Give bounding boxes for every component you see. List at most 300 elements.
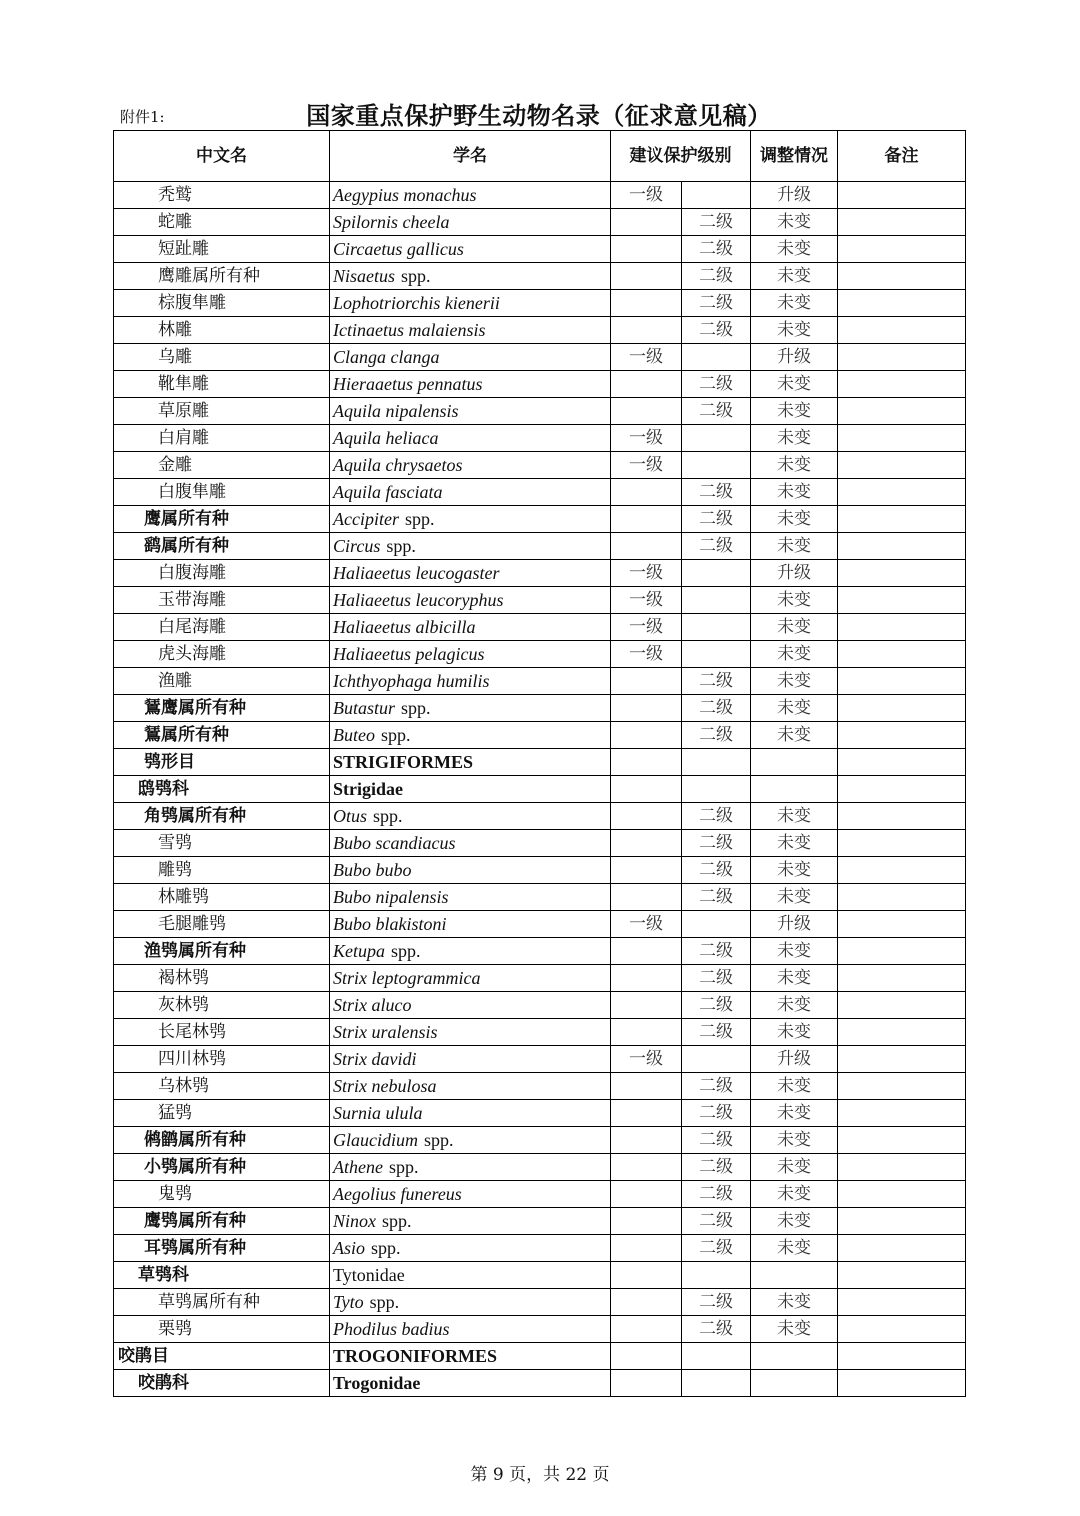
cell-cn-name: 鹰属所有种: [114, 506, 330, 533]
cell-sci-name: [330, 479, 611, 506]
cell-remark: [838, 992, 966, 1019]
col-header-adjust: 调整情况: [751, 131, 838, 182]
table-row: [114, 209, 966, 236]
table-row: [114, 398, 966, 425]
cell-sci-name: [330, 1235, 611, 1262]
cell-level-2: [682, 560, 751, 587]
table-row: [114, 749, 966, 776]
cell-sci-name: [330, 182, 611, 209]
cell-level-1: [611, 857, 682, 884]
cell-level-1: [611, 776, 682, 803]
sci-name-text: Aegolius funereus: [333, 1184, 462, 1204]
cell-level-1: [611, 1235, 682, 1262]
cell-remark: [838, 290, 966, 317]
cell-level-2: [682, 344, 751, 371]
sci-name-text: Bubo blakistoni: [333, 914, 447, 934]
cell-level-1: 一级: [611, 614, 682, 641]
cell-adjust: 未变: [751, 506, 838, 533]
cell-remark: [838, 1289, 966, 1316]
spp-suffix: spp.: [382, 1211, 412, 1231]
cell-level-2: 二级: [682, 290, 751, 317]
sci-name-text: Ketupa: [333, 941, 385, 961]
cell-adjust: 未变: [751, 317, 838, 344]
cell-sci-name: [330, 263, 611, 290]
cell-cn-name: 栗鸮: [114, 1316, 330, 1343]
page-number: 第 9 页，共 22 页: [470, 1465, 610, 1485]
table-row: [114, 884, 966, 911]
cell-adjust: 未变: [751, 992, 838, 1019]
cell-adjust: 未变: [751, 1100, 838, 1127]
cell-remark: [838, 263, 966, 290]
cell-level-2: 二级: [682, 965, 751, 992]
cell-cn-name: 短趾雕: [114, 236, 330, 263]
cell-sci-name: [330, 641, 611, 668]
cell-remark: [838, 425, 966, 452]
cell-sci-name: [330, 1154, 611, 1181]
cell-cn-name: 虎头海雕: [114, 641, 330, 668]
cell-remark: [838, 1208, 966, 1235]
cell-level-1: [611, 749, 682, 776]
cell-level-1: [611, 1316, 682, 1343]
cell-sci-name: [330, 398, 611, 425]
cell-sci-name: [330, 1046, 611, 1073]
spp-suffix: spp.: [401, 266, 431, 286]
sci-name-text: Haliaeetus leucogaster: [333, 563, 500, 583]
cell-remark: [838, 1235, 966, 1262]
cell-cn-name: 长尾林鸮: [114, 1019, 330, 1046]
cell-level-1: [611, 722, 682, 749]
sci-name-text: Circus: [333, 536, 381, 556]
cell-level-2: 二级: [682, 371, 751, 398]
cell-remark: [838, 533, 966, 560]
cell-cn-name: 白腹隼雕: [114, 479, 330, 506]
table-row: [114, 1370, 966, 1397]
cell-remark: [838, 965, 966, 992]
cell-sci-name: [330, 452, 611, 479]
cell-level-2: [682, 182, 751, 209]
cell-cn-name: 金雕: [114, 452, 330, 479]
cell-cn-name: 鸺鹠属所有种: [114, 1127, 330, 1154]
cell-level-2: [682, 452, 751, 479]
cell-level-1: [611, 992, 682, 1019]
cell-adjust: [751, 1262, 838, 1289]
col-header-remark: 备注: [838, 131, 966, 182]
sci-name-text: Asio: [333, 1238, 366, 1258]
cell-cn-name: 鹰鸮属所有种: [114, 1208, 330, 1235]
cell-level-1: [611, 371, 682, 398]
cell-cn-name: 白肩雕: [114, 425, 330, 452]
sci-name-text: Circaetus gallicus: [333, 239, 464, 259]
cell-level-1: [611, 1208, 682, 1235]
cell-sci-name: [330, 884, 611, 911]
sci-name-text: Strix davidi: [333, 1049, 417, 1069]
cell-level-2: 二级: [682, 668, 751, 695]
cell-adjust: 未变: [751, 1154, 838, 1181]
cell-cn-name: 鸮形目: [114, 749, 330, 776]
sci-name-text: Strix uralensis: [333, 1022, 438, 1042]
cell-level-1: [611, 1289, 682, 1316]
sci-name-text: Spilornis cheela: [333, 212, 450, 232]
cell-level-1: 一级: [611, 911, 682, 938]
cell-level-1: [611, 1127, 682, 1154]
cell-sci-name: [330, 695, 611, 722]
cell-adjust: 未变: [751, 830, 838, 857]
sci-name-text: Bubo scandiacus: [333, 833, 456, 853]
cell-cn-name: 鬼鸮: [114, 1181, 330, 1208]
cell-level-1: [611, 1154, 682, 1181]
cell-sci-name: [330, 533, 611, 560]
spp-suffix: spp.: [381, 725, 411, 745]
cell-remark: [838, 371, 966, 398]
cell-level-2: 二级: [682, 695, 751, 722]
table-row: [114, 236, 966, 263]
cell-level-1: 一级: [611, 452, 682, 479]
cell-level-2: 二级: [682, 533, 751, 560]
cell-sci-name: [330, 371, 611, 398]
cell-sci-name: Trogonidae: [330, 1370, 611, 1397]
cell-remark: [838, 1181, 966, 1208]
cell-sci-name: [330, 992, 611, 1019]
table-row: [114, 1289, 966, 1316]
cell-sci-name: [330, 911, 611, 938]
cell-adjust: 未变: [751, 371, 838, 398]
cell-remark: [838, 938, 966, 965]
spp-suffix: spp.: [388, 1157, 419, 1177]
cell-adjust: 未变: [751, 803, 838, 830]
sci-name-text: Buteo: [333, 725, 375, 745]
cell-adjust: 未变: [751, 668, 838, 695]
cell-adjust: 未变: [751, 533, 838, 560]
table-row: [114, 587, 966, 614]
sci-name-text: Nisaetus: [333, 266, 396, 286]
cell-level-1: [611, 263, 682, 290]
col-header-sci-name: 学名: [330, 131, 611, 182]
cell-level-2: 二级: [682, 992, 751, 1019]
table-row: [114, 1127, 966, 1154]
cell-level-2: 二级: [682, 317, 751, 344]
cell-adjust: 升级: [751, 344, 838, 371]
cell-sci-name: [330, 317, 611, 344]
cell-cn-name: 鵟鹰属所有种: [114, 695, 330, 722]
cell-adjust: 未变: [751, 614, 838, 641]
cell-level-1: [611, 1100, 682, 1127]
cell-level-1: [611, 695, 682, 722]
cell-cn-name: 四川林鸮: [114, 1046, 330, 1073]
cell-sci-name: [330, 1316, 611, 1343]
col-header-cn-name: 中文名: [114, 131, 330, 182]
table-row: [114, 182, 966, 209]
cell-cn-name: 乌林鸮: [114, 1073, 330, 1100]
cell-level-2: 二级: [682, 1127, 751, 1154]
spp-suffix: spp.: [391, 941, 421, 961]
cell-sci-name: TROGONIFORMES: [330, 1343, 611, 1370]
table-row: [114, 911, 966, 938]
cell-adjust: 升级: [751, 911, 838, 938]
sci-name-text: Aquila nipalensis: [333, 401, 459, 421]
cell-remark: [838, 668, 966, 695]
cell-adjust: 升级: [751, 182, 838, 209]
cell-level-1: [611, 668, 682, 695]
cell-level-2: 二级: [682, 1235, 751, 1262]
cell-cn-name: 褐林鸮: [114, 965, 330, 992]
cell-adjust: 未变: [751, 1019, 838, 1046]
cell-level-1: [611, 317, 682, 344]
table-row: [114, 722, 966, 749]
cell-remark: [838, 803, 966, 830]
cell-sci-name: [330, 425, 611, 452]
table-row: [114, 830, 966, 857]
cell-remark: [838, 1154, 966, 1181]
sci-name-text: Accipiter: [333, 509, 399, 529]
sci-name-text: Clanga clanga: [333, 347, 440, 367]
cell-remark: [838, 506, 966, 533]
cell-adjust: 未变: [751, 884, 838, 911]
cell-level-2: 二级: [682, 263, 751, 290]
cell-sci-name: [330, 1100, 611, 1127]
sci-name-text: Strix nebulosa: [333, 1076, 437, 1096]
cell-level-1: [611, 1262, 682, 1289]
cell-cn-name: 靴隼雕: [114, 371, 330, 398]
table-row: [114, 425, 966, 452]
spp-suffix: spp.: [401, 698, 431, 718]
cell-remark: [838, 695, 966, 722]
sci-name-text: Strix leptogrammica: [333, 968, 481, 988]
cell-sci-name: [330, 344, 611, 371]
table-row: [114, 506, 966, 533]
spp-suffix: spp.: [373, 806, 403, 826]
cell-level-1: [611, 290, 682, 317]
cell-sci-name: [330, 803, 611, 830]
cell-cn-name: 耳鸮属所有种: [114, 1235, 330, 1262]
cell-adjust: 升级: [751, 560, 838, 587]
cell-remark: [838, 857, 966, 884]
cell-level-2: [682, 1370, 751, 1397]
table-row: [114, 1019, 966, 1046]
sci-name-text: Bubo bubo: [333, 860, 412, 880]
cell-cn-name: 鸱鸮科: [114, 776, 330, 803]
cell-remark: [838, 1127, 966, 1154]
cell-adjust: 未变: [751, 398, 838, 425]
cell-level-1: [611, 1370, 682, 1397]
cell-level-1: [611, 1343, 682, 1370]
cell-cn-name: 鹰雕属所有种: [114, 263, 330, 290]
table-row: [114, 857, 966, 884]
cell-adjust: 未变: [751, 236, 838, 263]
sci-name-text: Butastur: [333, 698, 396, 718]
cell-level-2: 二级: [682, 1181, 751, 1208]
table-row: [114, 938, 966, 965]
table-row: [114, 479, 966, 506]
sci-name-text: Aquila fasciata: [333, 482, 443, 502]
cell-cn-name: 棕腹隼雕: [114, 290, 330, 317]
cell-sci-name: [330, 587, 611, 614]
cell-cn-name: 草鸮属所有种: [114, 1289, 330, 1316]
cell-remark: [838, 1370, 966, 1397]
sci-name-text: Ichthyophaga humilis: [333, 671, 490, 691]
spp-suffix: spp.: [404, 509, 435, 529]
cell-remark: [838, 398, 966, 425]
page-title: 国家重点保护野生动物名录（征求意见稿）: [306, 101, 772, 130]
sci-name-text: Tyto: [333, 1292, 364, 1312]
cell-adjust: 未变: [751, 1181, 838, 1208]
cell-sci-name: Strigidae: [330, 776, 611, 803]
cell-sci-name: [330, 1181, 611, 1208]
sci-name-text: Haliaeetus albicilla: [333, 617, 476, 637]
cell-remark: [838, 1343, 966, 1370]
table-row: [114, 1316, 966, 1343]
table-row: [114, 1181, 966, 1208]
cell-sci-name: [330, 290, 611, 317]
cell-cn-name: 咬鹃科: [114, 1370, 330, 1397]
cell-adjust: [751, 749, 838, 776]
cell-level-2: [682, 425, 751, 452]
cell-level-1: [611, 398, 682, 425]
cell-level-1: [611, 1181, 682, 1208]
cell-cn-name: 渔雕: [114, 668, 330, 695]
cell-sci-name: [330, 1019, 611, 1046]
cell-level-2: 二级: [682, 830, 751, 857]
table-row: [114, 695, 966, 722]
sci-name-text: Otus: [333, 806, 368, 826]
table-row: [114, 263, 966, 290]
cell-cn-name: 白腹海雕: [114, 560, 330, 587]
table-row: [114, 344, 966, 371]
sci-name-text: Haliaeetus leucoryphus: [333, 590, 504, 610]
cell-level-1: [611, 506, 682, 533]
table-row: [114, 1343, 966, 1370]
cell-cn-name: 猛鸮: [114, 1100, 330, 1127]
sci-name-text: Aquila heliaca: [333, 428, 439, 448]
table-row: [114, 1073, 966, 1100]
cell-level-2: 二级: [682, 1154, 751, 1181]
cell-adjust: 未变: [751, 938, 838, 965]
cell-remark: [838, 911, 966, 938]
cell-adjust: 未变: [751, 290, 838, 317]
sci-name-text: Bubo nipalensis: [333, 887, 449, 907]
sci-name-text: Surnia ulula: [333, 1103, 423, 1123]
cell-level-2: 二级: [682, 884, 751, 911]
cell-level-1: 一级: [611, 425, 682, 452]
cell-adjust: 未变: [751, 425, 838, 452]
table-body: [114, 182, 966, 1397]
cell-level-2: 二级: [682, 1208, 751, 1235]
cell-remark: [838, 884, 966, 911]
cell-remark: [838, 1316, 966, 1343]
cell-remark: [838, 317, 966, 344]
sci-name-text: Ninox: [333, 1211, 376, 1231]
cell-cn-name: 角鸮属所有种: [114, 803, 330, 830]
cell-adjust: 未变: [751, 1316, 838, 1343]
cell-sci-name: [330, 938, 611, 965]
cell-level-2: 二级: [682, 857, 751, 884]
table-row: [114, 668, 966, 695]
cell-adjust: 未变: [751, 209, 838, 236]
cell-level-1: [611, 479, 682, 506]
cell-adjust: [751, 1343, 838, 1370]
spp-suffix: spp.: [369, 1292, 400, 1312]
cell-adjust: 未变: [751, 263, 838, 290]
table-row: [114, 560, 966, 587]
cell-level-2: 二级: [682, 1100, 751, 1127]
cell-adjust: 未变: [751, 722, 838, 749]
table-row: [114, 776, 966, 803]
cell-sci-name: [330, 830, 611, 857]
cell-sci-name: Tytonidae: [330, 1262, 611, 1289]
sci-name-text: Ictinaetus malaiensis: [333, 320, 486, 340]
cell-level-2: 二级: [682, 1289, 751, 1316]
table-row: [114, 1100, 966, 1127]
cell-remark: [838, 614, 966, 641]
cell-remark: [838, 830, 966, 857]
cell-cn-name: 咬鹃目: [114, 1343, 330, 1370]
table-row: [114, 317, 966, 344]
cell-sci-name: [330, 1289, 611, 1316]
cell-cn-name: 雕鸮: [114, 857, 330, 884]
cell-level-2: 二级: [682, 722, 751, 749]
spp-suffix: spp.: [386, 536, 416, 556]
cell-sci-name: [330, 560, 611, 587]
cell-level-1: [611, 965, 682, 992]
cell-level-1: 一级: [611, 560, 682, 587]
cell-level-1: [611, 884, 682, 911]
cell-level-1: 一级: [611, 587, 682, 614]
table-row: [114, 1154, 966, 1181]
cell-level-1: [611, 1019, 682, 1046]
cell-adjust: 未变: [751, 479, 838, 506]
sci-name-text: Phodilus badius: [333, 1319, 450, 1339]
cell-adjust: 未变: [751, 965, 838, 992]
cell-sci-name: [330, 722, 611, 749]
cell-level-2: 二级: [682, 209, 751, 236]
cell-cn-name: 鵟属所有种: [114, 722, 330, 749]
cell-adjust: 未变: [751, 695, 838, 722]
cell-remark: [838, 1262, 966, 1289]
cell-sci-name: [330, 965, 611, 992]
spp-suffix: spp.: [424, 1130, 454, 1150]
cell-adjust: 未变: [751, 1073, 838, 1100]
cell-remark: [838, 776, 966, 803]
cell-adjust: [751, 1370, 838, 1397]
cell-level-2: 二级: [682, 398, 751, 425]
species-table: [113, 130, 966, 1397]
sci-name-text: Aquila chrysaetos: [333, 455, 463, 475]
cell-cn-name: 秃鹫: [114, 182, 330, 209]
cell-level-1: [611, 209, 682, 236]
table-row: [114, 992, 966, 1019]
cell-adjust: 未变: [751, 1235, 838, 1262]
table-row: [114, 452, 966, 479]
cell-adjust: [751, 776, 838, 803]
cell-level-1: [611, 803, 682, 830]
cell-remark: [838, 1046, 966, 1073]
table-row: [114, 803, 966, 830]
cell-sci-name: [330, 1208, 611, 1235]
cell-cn-name: 白尾海雕: [114, 614, 330, 641]
cell-level-1: [611, 533, 682, 560]
cell-sci-name: [330, 614, 611, 641]
cell-adjust: 未变: [751, 452, 838, 479]
sci-name-text: Hieraaetus pennatus: [333, 374, 483, 394]
cell-cn-name: 乌雕: [114, 344, 330, 371]
cell-cn-name: 草鸮科: [114, 1262, 330, 1289]
cell-cn-name: 灰林鸮: [114, 992, 330, 1019]
cell-level-2: 二级: [682, 1316, 751, 1343]
cell-level-1: [611, 236, 682, 263]
cell-level-1: [611, 1073, 682, 1100]
sci-name-text: Athene: [333, 1157, 383, 1177]
sci-name-text: Aegypius monachus: [333, 185, 477, 205]
cell-remark: [838, 1100, 966, 1127]
